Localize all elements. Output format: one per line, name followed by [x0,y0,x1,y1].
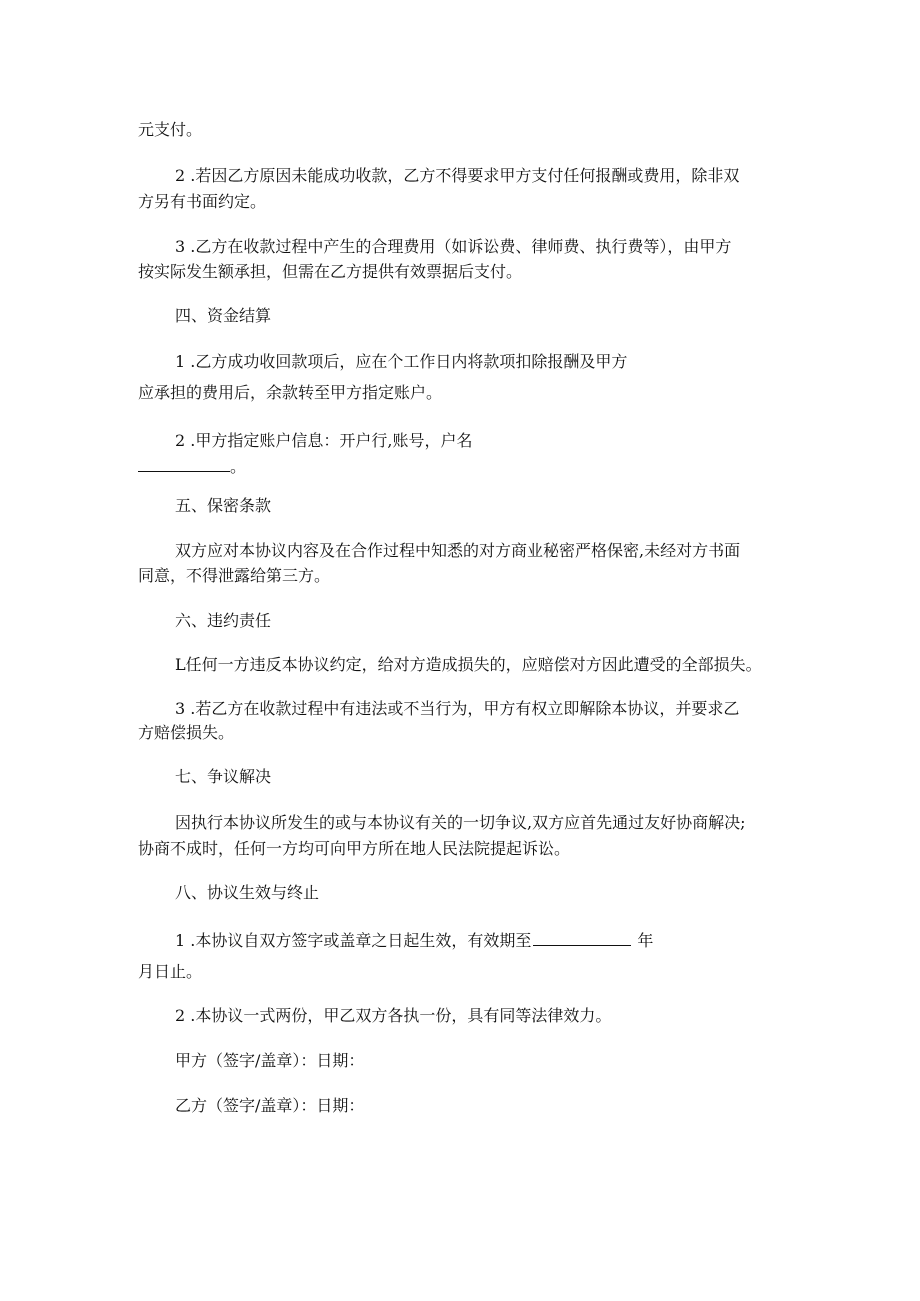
section-heading: 六、违约责任 [175,611,272,630]
text-line: 2 .甲方指定账户信息：开户行,账号，户名 [175,431,473,450]
blank-line [138,456,230,472]
text-line: 1 .乙方成功收回款项后，应在个工作日内将款项扣除报酬及甲方 [175,352,628,371]
text-line: 2 .本协议一式两份，甲乙双方各执一份，具有同等法律效力。 [175,1006,612,1025]
text-line: 因执行本协议所发生的或与本协议有关的一切争议,双方应首先通过友好协商解决; [175,813,746,832]
signature-line-party-a: 甲方（签字/盖章）：日期： [175,1051,365,1070]
signature-line-party-b: 乙方（签字/盖章）：日期： [175,1096,365,1115]
text-line: 3 .乙方在收款过程中产生的合理费用（如诉讼费、律师费、执行费等），由甲方 [175,237,732,256]
text-line: 2 .若因乙方原因未能成功收款，乙方不得要求甲方支付任何报酬或费用，除非双 [175,166,740,185]
text-line: 双方应对本协议内容及在合作过程中知悉的对方商业秘密严格保密,未经对方书面 [175,541,741,560]
section-heading: 四、资金结算 [175,306,272,325]
text-line: 月日止。 [138,962,203,981]
text-line: 同意，不得泄露给第三方。 [138,566,331,585]
text-line: 协商不成时，任何一方均可向甲方所在地人民法院提起诉讼。 [138,839,571,858]
text-line: 1 .本协议自双方签字或盖章之日起生效，有效期至 年 [175,931,654,950]
text-line: 应承担的费用后，余款转至甲方指定账户。 [138,383,443,402]
section-heading: 七、争议解决 [175,767,272,786]
section-heading: 五、保密条款 [175,496,272,515]
text-line: 方另有书面约定。 [138,192,267,211]
text-line: 元支付。 [138,120,203,139]
text-line: 。 [138,456,246,477]
text-line: 按实际发生额承担，但需在乙方提供有效票据后支付。 [138,262,523,281]
section-heading: 八、协议生效与终止 [175,883,320,902]
text-line: 3 .若乙方在收款过程中有违法或不当行为，甲方有权立即解除本协议，并要求乙 [175,699,740,718]
text-line: L任何一方违反本协议约定，给对方造成损失的，应赔偿对方因此遭受的全部损失。 [175,655,762,674]
text-line: 方赔偿损失。 [138,723,235,742]
blank-line [533,930,631,946]
